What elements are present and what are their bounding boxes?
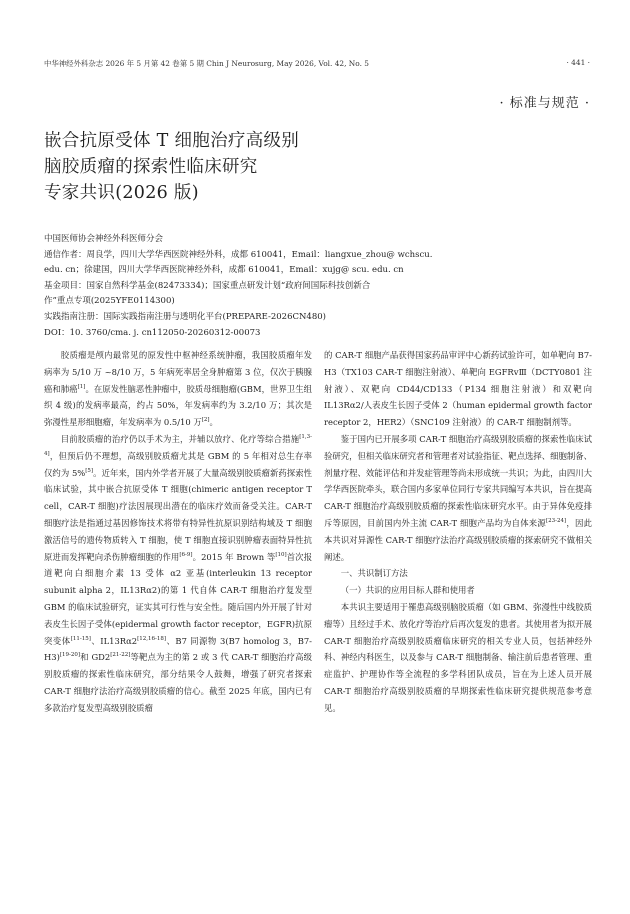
paragraph: 胶质瘤是颅内最常见的原发性中枢神经系统肿瘤，我国胶质瘤年发病率为 5/10 万 ~8/10 万，5 年病死率居全身肿瘤第 3 位，仅次于胰腺癌和肺癌[1]。在原发性脑恶性肿瘤中，胶质母细胞瘤(GBM，世界卫生组织 4 级)的发病率最高，约占 50%，年发病率约为 3.2/10 万；其次是弥漫性星形细胞瘤，年发病率为 0.5/10 万[2]。 xyxy=(44,350,312,428)
left-column xyxy=(44,347,312,717)
title-line: 脑胶质瘤的探索性临床研究 xyxy=(44,157,258,177)
right-column xyxy=(324,347,592,717)
subsection-heading: （一）共识的应用目标人群和使用者 xyxy=(340,585,475,596)
title-line: 专家共识(2026 版) xyxy=(44,183,199,203)
paragraph: 的 CAR-T 细胞产品获得国家药品审评中心新药试验许可，如单靶向 B7-H3（TX103 CAR-T 细胞注射液）、单靶向 EGFRvⅢ（DCTY0801 注射液）、双靶向 CD44/CD133（P134 细胞注射液）和双靶向 IL13Rα2/人表皮生长因子受体 2（human epidermal growth factor receptor 2，HER2）（SNC109 注射液）的 CAR-T 细胞制剂等。 xyxy=(324,350,592,428)
guideline-registration: 实践指南注册：国际实践指南注册与透明化平台(PREPARE-2026CN480) xyxy=(44,311,326,322)
corresponding-author-cont: edu. cn；徐建国，四川大学华西医院神经外科，成都 610041，Email：xujg@ scu. edu. cn xyxy=(44,265,404,276)
section-tag: · 标准与规范 · xyxy=(499,96,590,111)
funding-cont: 作”重点专项(2025YFE0114300) xyxy=(44,296,175,307)
journal-citation: 中华神经外科杂志 2026 年 5 月第 42 卷第 5 期 Chin J Neurosurg, May 2026, Vol. 42, No. 5 xyxy=(44,59,369,68)
title-line: 嵌合抗原受体 T 细胞治疗高级别 xyxy=(44,131,300,151)
corresponding-author: 通信作者：周良学，四川大学华西医院神经外科，成都 610041，Email：liangxue_zhou@ wchscu. xyxy=(44,249,433,260)
paragraph: 本共识主要适用于罹患高级别脑胶质瘤（如 GBM、弥漫性中线胶质瘤等）且经过手术、放化疗等治疗后再次复发的患者。其使用者为拟开展 CAR-T 细胞治疗高级别胶质瘤临床研究的相关专业人员，包括神经外科、神经内科医生，以及参与 CAR-T 细胞制备、输注前后患者管理、重症监护、护理协作等全流程的多学科团队成员，旨在为上述人员开展 CAR-T 细胞治疗高级别胶质瘤的早期探索性临床研究提供规范参考意见。 xyxy=(324,601,592,713)
paragraph: 目前胶质瘤的治疗仍以手术为主，并辅以放疗、化疗等综合措施[1,3-4]，但预后仍不理想，高级别胶质瘤尤其是 GBM 的 5 年相对总生存率仅约为 5%[5]。近年来，国内外学者开展了大量高级别胶质瘤新药探索性临床试验，其中嵌合抗原受体 T 细胞(chimeric antigen receptor T cell，CAR-T 细胞)疗法因展现出潜在的临床疗效而备受关注。CAR-T 细胞疗法是指通过基因修饰技术将带有特异性抗原识别结构域及 T 细胞激活信号的遗传物质转入 T 细胞，使 T 细胞直接识别肿瘤表面特异性抗原进而发挥靶向杀伤肿瘤细胞的作用[6-9]。2015 年 Brown 等[10]首次报道靶向白细胞介素 13 受体 α2 亚基(interleukin 13 receptor subunit alpha 2，IL13Rα2)的第 1 代自体 CAR-T 细胞治疗复发型 GBM 的临床试验研究，证实其可行性与安全性。随后国内外开展了针对表皮生长因子受体(epidermal growth factor receptor，EGFR)抗原突变体[11-15]、IL13Rα2[12,16-18]、B7 同源物 3(B7 homolog 3，B7-H3)[19-20]和 GD2[21-22]等靶点为主的第 2 或 3 代 CAR-T 细胞治疗高级别胶质瘤的探索性临床研究，部分结果令人鼓舞，增强了研究者探索 CAR-T 细胞疗法治疗高级别胶质瘤的信心。截至 2025 年底，国内已有多款治疗复发型高级别胶质瘤 xyxy=(44,433,313,713)
doi: DOI：10. 3760/cma. j. cn112050-20260312-00073 xyxy=(44,327,261,338)
section-heading: 一、共识制订方法 xyxy=(340,568,408,579)
body-columns xyxy=(44,347,592,717)
article-title xyxy=(44,128,564,206)
funding: 基金项目：国家自然科学基金(82473334)；国家重点研发计划“政府间国际科技创新合 xyxy=(44,280,371,291)
author-organization: 中国医师协会神经外科医师分会 xyxy=(44,234,164,244)
paragraph: 鉴于国内已开展多项 CAR-T 细胞治疗高级别胶质瘤的探索性临床试验研究，但相关临床研究者和管理者对试验指征、靶点选择、细胞制备、剂量疗程、效能评估和并发症管理等尚未形成统一共识；为此，由四川大学华西医院牵头，联合国内多家单位同行专家共同编写本共识，旨在提高 CAR-T 细胞治疗高级别胶质瘤的探索性临床研究水平。由于异体免疫排斥等原因，目前国内外主流 CAR-T 细胞产品均为自体来源[23-24]，因此本共识对异源性 CAR-T 细胞疗法治疗高级别胶质瘤的探索研究不做相关阐述。 xyxy=(324,433,593,562)
article-metadata xyxy=(44,232,592,341)
page-number: · 441 · xyxy=(566,58,590,67)
running-header xyxy=(44,58,590,69)
